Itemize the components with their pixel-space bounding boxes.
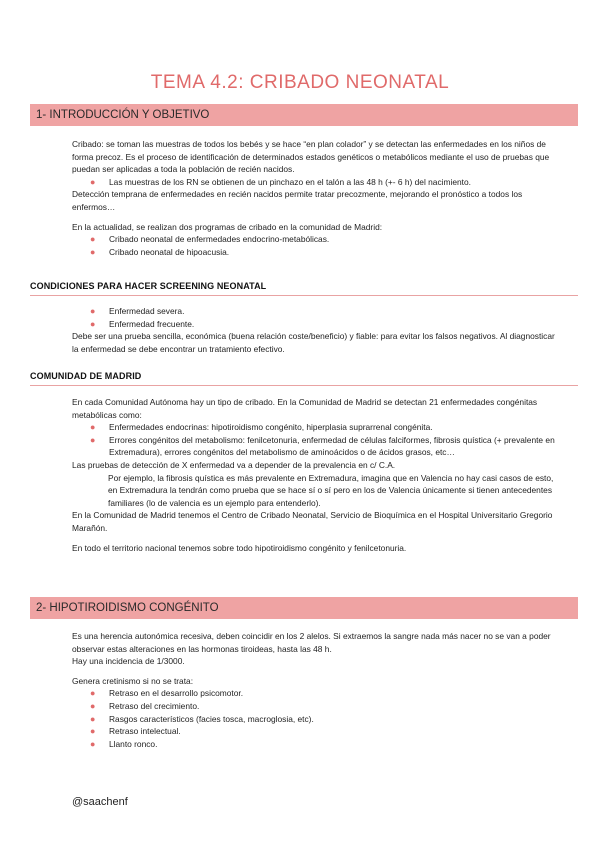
page-title: TEMA 4.2: CRIBADO NEONATAL (150, 72, 450, 93)
paragraph: Hay una incidencia de 1/3000. (72, 656, 185, 667)
bullet-icon: ● (90, 318, 96, 329)
list-item: ● Rasgos característicos (facies tosca, macroglosia, etc). (90, 713, 314, 724)
bullet-list (72, 421, 562, 459)
paragraph: Las pruebas de detección de X enfermedad va a depender de la prevalencia en c/ C.A. (72, 459, 396, 470)
bullet-icon: ● (90, 713, 96, 724)
paragraph: En la actualidad, se realizan dos programas de cribado en la comunidad de Madrid: (72, 221, 383, 232)
bullet-list (72, 176, 562, 189)
list-item: ● Enfermedad severa. (90, 306, 185, 316)
bullet-icon: ● (90, 176, 96, 187)
section-heading-introduccion: 1- INTRODUCCIÓN Y OBJETIVO (30, 104, 578, 126)
paragraph: Debe ser una prueba sencilla, económica (buena relación coste/beneficio) y fiable: para evitar los falsos negativos. Al diagnosticar la enfermedad se debe encontrar un tratamiento efectivo. (72, 331, 555, 354)
list-item: ● Llanto ronco. (90, 738, 158, 749)
bullet-list (72, 305, 562, 330)
bullet-icon: ● (90, 234, 96, 245)
bullet-icon: ● (90, 422, 96, 433)
section-heading-hipotiroidismo: 2- HIPOTIROIDISMO CONGÉNITO (30, 597, 578, 619)
bullet-list (72, 687, 562, 750)
subheading-comunidad-madrid: COMUNIDAD DE MADRID (30, 371, 578, 386)
paragraph: Detección temprana de enfermedades en recién nacidos permite tratar precozmente, mejorando el pronóstico a todos los enfermos… (72, 189, 523, 212)
list-item: ● Enfermedad frecuente. (90, 318, 195, 329)
paragraph: En cada Comunidad Autónoma hay un tipo de cribado. En la Comunidad de Madrid se detectan 21 enfermedades congénitas metabólicas como: (72, 397, 538, 420)
list-item: ● Retraso en el desarrollo psicomotor. (90, 688, 244, 699)
paragraph: Cribado: se toman las muestras de todos los bebés y se hace “en plan colador” y se detectan las enfermedades en los niños de forma precoz. Es el proceso de identificación de determinados estados genéticos o metabólicos mediante el uso de pruebas que puedan ser aplicadas a toda la población de recién nacidos. (72, 139, 550, 175)
bullet-icon: ● (90, 688, 96, 699)
list-item: ● Errores congénitos del metabolismo: fenilcetonuria, enfermedad de células falciformes, fibrosis quística (+ prevalente en Extremadura), errores congénitos del metabolismo de aminoácidos o de ácidos grasos, etc… (90, 434, 555, 458)
bullet-icon: ● (90, 726, 96, 737)
bullet-icon: ● (90, 700, 96, 711)
list-item: ● Las muestras de los RN se obtienen de un pinchazo en el talón a las 48 h (+- 6 h) del nacimiento. (90, 176, 471, 187)
bullet-icon: ● (90, 434, 96, 445)
paragraph: Es una herencia autonómica recesiva, deben coincidir en los 2 alelos. Si extraemos la sangre nada más nacer no se van a poder observar estas alteraciones en las hormonas tiroideas, hasta las 48 h. (72, 631, 551, 654)
list-item: ● Retraso intelectual. (90, 726, 181, 737)
section-body-condiciones (72, 305, 562, 355)
subheading-condiciones: CONDICIONES PARA HACER SCREENING NEONATAL (30, 281, 578, 296)
bullet-list (72, 233, 562, 258)
section-body-hipotiroidismo (72, 630, 562, 750)
list-item: ● Cribado neonatal de hipoacusia. (90, 246, 230, 257)
section-body-comunidad-madrid (72, 396, 562, 554)
list-item: ● Retraso del crecimiento. (90, 700, 200, 711)
author-signature: @saachenf (72, 796, 128, 808)
paragraph: En la Comunidad de Madrid tenemos el Centro de Cribado Neonatal, Servicio de Bioquímica en el Hospital Universitario Gregorio Marañón. (72, 510, 553, 533)
paragraph: En todo el territorio nacional tenemos sobre todo hipotiroidismo congénito y fenilcetonuria. (72, 542, 407, 553)
list-item: ● Enfermedades endocrinas: hipotiroidismo congénito, hiperplasia suprarrenal congénita. (90, 422, 433, 433)
section-body-introduccion (72, 138, 562, 258)
bullet-icon: ● (90, 738, 96, 749)
bullet-icon: ● (90, 246, 96, 257)
bullet-icon: ● (90, 306, 96, 316)
paragraph: Genera cretinismo si no se trata: (72, 675, 194, 686)
list-item: ● Cribado neonatal de enfermedades endocrino-metabólicas. (90, 234, 330, 245)
paragraph-indented: Por ejemplo, la fibrosis quística es más prevalente en Extremadura, imagina que en Valencia no hay casi casos de esto, en Extremadura la tendrán como prueba que se hace sí o sí pero en los de Valencia únicamente si tienen antecedentes familiares (lo de valencia es un ejemplo para entenderlo). (108, 472, 554, 508)
